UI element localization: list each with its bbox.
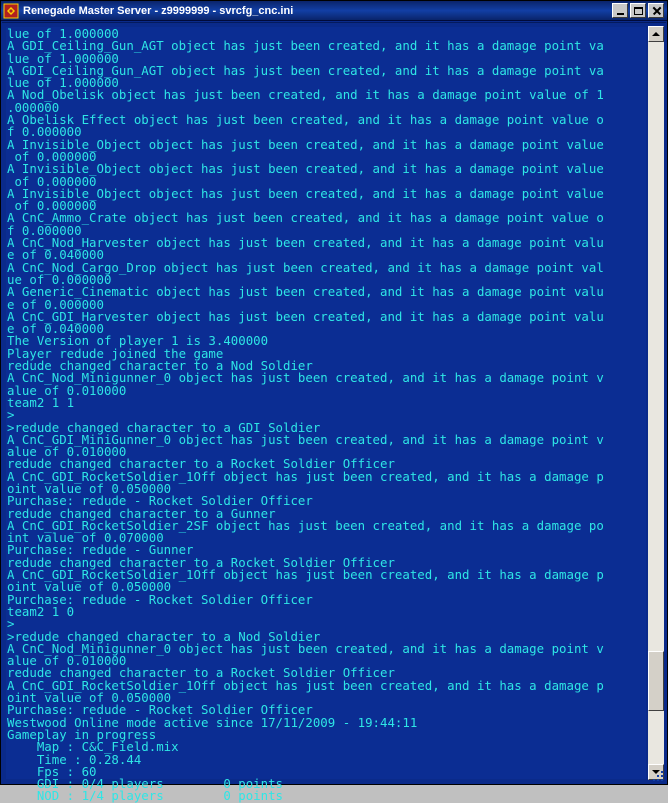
console-line: oint value of 0.050000 (7, 579, 172, 595)
console-line: NOD : 1/4 players 0 points (7, 788, 284, 803)
console-line: .000000 (7, 99, 60, 115)
console-line: oint value of 0.050000 (7, 480, 172, 496)
console-line: A Invisible_Object object has just been created, and it has a damage point value (7, 136, 604, 152)
console-line: A Invisible_Object object has just been created, and it has a damage point value (7, 185, 604, 201)
window-controls (612, 3, 665, 18)
console-line: A Obelisk Effect object has just been created, and it has a damage point value o (7, 112, 604, 128)
close-button[interactable] (648, 3, 664, 18)
scrollbar-thumb[interactable] (648, 651, 664, 711)
console-line: A CnC_GDI_RocketSoldier_1Off object has just been created, and it has a damage p (7, 567, 604, 583)
console-line: >redude changed character to a GDI Soldier (7, 419, 321, 435)
console-line: GDI : 0/4 players 0 points (7, 776, 284, 792)
console-line: The Version of player 1 is 3.400000 (7, 333, 269, 349)
console-line: oint value of 0.050000 (7, 690, 172, 706)
console-line: Purchase: redude - Rocket Soldier Officer (7, 493, 313, 509)
console-line: lue of 1.000000 (7, 26, 119, 41)
console-line: A CnC_GDI_RocketSoldier_1Off object has just been created, and it has a damage p (7, 468, 604, 484)
minimize-icon (617, 13, 624, 15)
console-line: team2 1 1 (7, 394, 75, 410)
maximize-icon (634, 7, 643, 15)
console-line: redude changed character to a Rocket Soldier Officer (7, 554, 395, 570)
console-line: Purchase: redude - Gunner (7, 542, 194, 558)
console-line: lue of 1.000000 (7, 75, 119, 91)
console-line: e of 0.040000 (7, 321, 104, 337)
console-line: Purchase: redude - Rocket Soldier Officer (7, 702, 313, 718)
console-line: int value of 0.070000 (7, 530, 164, 546)
console-line: alue of 0.010000 (7, 382, 127, 398)
console-line: redude changed character to a Rocket Soldier Officer (7, 456, 395, 472)
console-line: >redude changed character to a Nod Soldier (7, 628, 321, 644)
console-line: A GDI_Ceiling_Gun_AGT object has just been created, and it has a damage point va (7, 62, 604, 78)
console-line: A CnC_GDI_RocketSoldier_2SF object has just been created, and it has a damage po (7, 517, 604, 533)
console-line: Purchase: redude - Rocket Soldier Officer (7, 591, 313, 607)
client-area (2, 22, 666, 803)
console-line: of 0.000000 (7, 173, 97, 189)
title-bar[interactable] (1, 1, 667, 21)
console-line: A Generic_Cinematic object has just been created, and it has a damage point valu (7, 284, 604, 300)
console-line: e of 0.000000 (7, 296, 104, 312)
console-line: A CnC_Ammo_Crate object has just been created, and it has a damage point value o (7, 210, 604, 226)
console-line: lue of 1.000000 (7, 50, 119, 66)
console-line: e of 0.040000 (7, 247, 104, 263)
console-line: A Invisible_Object object has just been created, and it has a damage point value (7, 161, 604, 177)
minimize-button[interactable] (612, 3, 628, 18)
app-icon (3, 3, 19, 19)
console-line: A CnC_GDI_MiniGunner_0 object has just been created, and it has a damage point v (7, 431, 604, 447)
scrollbar-track[interactable] (648, 42, 664, 764)
console-line: ue of 0.000000 (7, 271, 112, 287)
scroll-up-button[interactable] (648, 26, 664, 42)
console-line: A CnC_GDI_Harvester object has just been created, and it has a damage point valu (7, 308, 604, 324)
console-line: A CnC_Nod_Harvester object has just been created, and it has a damage point valu (7, 235, 604, 251)
console-line: Gameplay in progress (7, 726, 157, 742)
console-line: A CnC_Nod_Minigunner_0 object has just been created, and it has a damage point v (7, 370, 604, 386)
console-output-panel[interactable] (6, 26, 646, 803)
window-title: Renegade Master Server - z9999999 - svrcfg_cnc.ini (23, 4, 294, 17)
console-line: of 0.000000 (7, 148, 97, 164)
close-icon (652, 6, 661, 15)
console-line: > (7, 407, 15, 423)
console-line: Map : C&C_Field.mix (7, 739, 179, 755)
console-line: team2 1 0 (7, 603, 75, 619)
console-line: f 0.000000 (7, 124, 82, 140)
console-line: Westwood Online mode active since 17/11/2009 - 19:44:11 (7, 714, 418, 730)
vertical-scrollbar[interactable] (648, 26, 664, 780)
console-line: A CnC_Nod_Cargo_Drop object has just been created, and it has a damage point val (7, 259, 604, 275)
console-line: A CnC_Nod_Minigunner_0 object has just been created, and it has a damage point v (7, 640, 604, 656)
console-line: redude changed character to a Nod Soldier (7, 358, 313, 374)
console-line: redude changed character to a Gunner (7, 505, 276, 521)
console-line: A GDI_Ceiling_Gun_AGT object has just been created, and it has a damage point va (7, 38, 604, 54)
console-line: A CnC_GDI_RocketSoldier_1Off object has just been created, and it has a damage p (7, 677, 604, 693)
resize-grip[interactable] (651, 768, 665, 782)
console-line: Player redude joined the game (7, 345, 224, 361)
console-line: Fps : 60 (7, 763, 97, 779)
console-line: redude changed character to a Rocket Soldier Officer (7, 665, 395, 681)
console-line: A Nod_Obelisk object has just been created, and it has a damage point value of 1 (7, 87, 604, 103)
console-line: Time : 0.28.44 (7, 751, 142, 767)
maximize-button[interactable] (630, 3, 646, 18)
console-line: alue of 0.010000 (7, 653, 127, 669)
console-log (7, 28, 645, 803)
console-line: > (7, 616, 15, 632)
console-line: f 0.000000 (7, 222, 82, 238)
console-line: alue of 0.010000 (7, 444, 127, 460)
console-line: of 0.000000 (7, 198, 97, 214)
scroll-up-arrow-icon (652, 32, 660, 36)
